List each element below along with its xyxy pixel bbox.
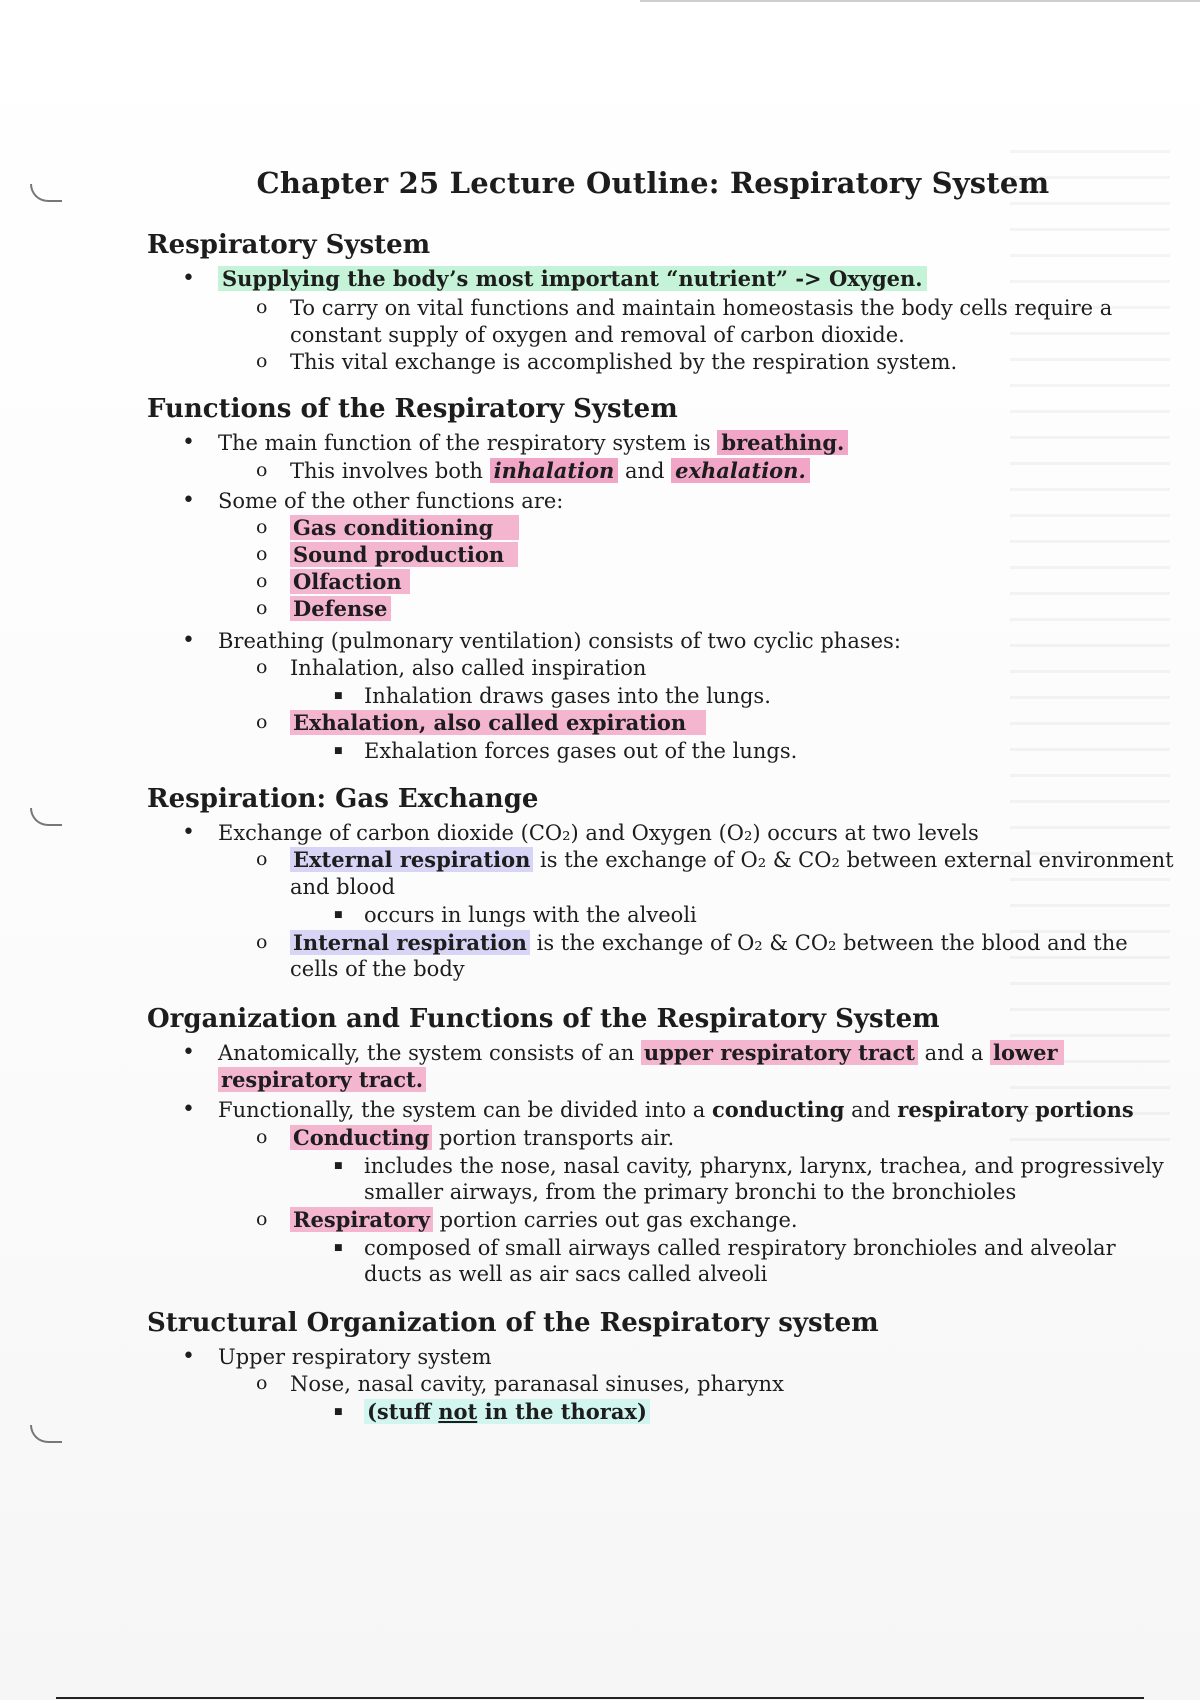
page-title: Chapter 25 Lecture Outline: Respiratory System <box>256 166 1050 200</box>
list-item: • Exchange of carbon dioxide (CO₂) and Oxygen (O₂) occurs at two levels <box>218 820 979 846</box>
list-item: o Conducting portion transports air. <box>290 1125 674 1151</box>
list-item: ■ (stuff not in the thorax) <box>364 1399 650 1425</box>
list-item: • Some of the other functions are: <box>218 488 563 514</box>
binder-hole-mark <box>30 808 62 826</box>
section-heading: Respiratory System <box>147 230 431 260</box>
list-item: ■ occurs in lungs with the alveoli <box>364 902 697 928</box>
list-item: o This involves both inhalation and exhalation. <box>290 458 810 484</box>
list-item: ■ composed of small airways called respiratory bronchioles and alveolar <box>364 1235 1116 1261</box>
list-item: o Inhalation, also called inspiration <box>290 655 646 681</box>
list-item: o Exhalation, also called expiration <box>290 710 706 736</box>
list-item-cont: smaller airways, from the primary bronchi to the bronchioles <box>364 1180 1017 1204</box>
list-item: • Supplying the body’s most important “nutrient” -> Oxygen. <box>218 266 927 292</box>
list-item: • Upper respiratory system <box>218 1344 492 1370</box>
list-item: ■ includes the nose, nasal cavity, pharynx, larynx, trachea, and progressively <box>364 1153 1164 1179</box>
list-item-cont: ducts as well as air sacs called alveoli <box>364 1262 768 1286</box>
list-item: o Respiratory portion carries out gas exchange. <box>290 1207 798 1233</box>
list-item-cont: and blood <box>290 875 396 899</box>
section-heading: Structural Organization of the Respiratory system <box>147 1308 879 1338</box>
list-item-cont: constant supply of oxygen and removal of carbon dioxide. <box>290 323 905 347</box>
section-heading: Organization and Functions of the Respiratory System <box>147 1004 940 1034</box>
list-item: o Sound production <box>290 542 518 568</box>
list-item-cont: respiratory tract. <box>218 1067 426 1093</box>
section-heading: Functions of the Respiratory System <box>147 394 678 424</box>
list-item: ■ Exhalation forces gases out of the lungs. <box>364 738 797 764</box>
list-item: o To carry on vital functions and maintain homeostasis the body cells require a <box>290 295 1112 321</box>
scan-edge <box>640 0 1200 2</box>
list-item: o Defense <box>290 596 391 622</box>
list-item: o External respiration is the exchange of O₂ & CO₂ between external environment <box>290 847 1174 873</box>
list-item: o Internal respiration is the exchange of O₂ & CO₂ between the blood and the <box>290 930 1128 956</box>
list-item: o Nose, nasal cavity, paranasal sinuses, pharynx <box>290 1371 784 1397</box>
section-heading: Respiration: Gas Exchange <box>147 784 539 814</box>
list-item: ■ Inhalation draws gases into the lungs. <box>364 683 771 709</box>
list-item: o This vital exchange is accomplished by the respiration system. <box>290 349 957 375</box>
binder-hole-mark <box>30 1425 62 1443</box>
list-item: • Breathing (pulmonary ventilation) consists of two cyclic phases: <box>218 628 901 654</box>
list-item-cont: cells of the body <box>290 957 465 981</box>
list-item: • Functionally, the system can be divided into a conducting and respiratory portions <box>218 1097 1134 1123</box>
list-item: o Olfaction <box>290 569 410 595</box>
bottom-rule <box>56 1697 1144 1699</box>
list-item: • Anatomically, the system consists of an upper respiratory tract and a lower <box>218 1040 1064 1066</box>
list-item: • The main function of the respiratory system is breathing. <box>218 430 848 456</box>
list-item: o Gas conditioning <box>290 515 519 541</box>
